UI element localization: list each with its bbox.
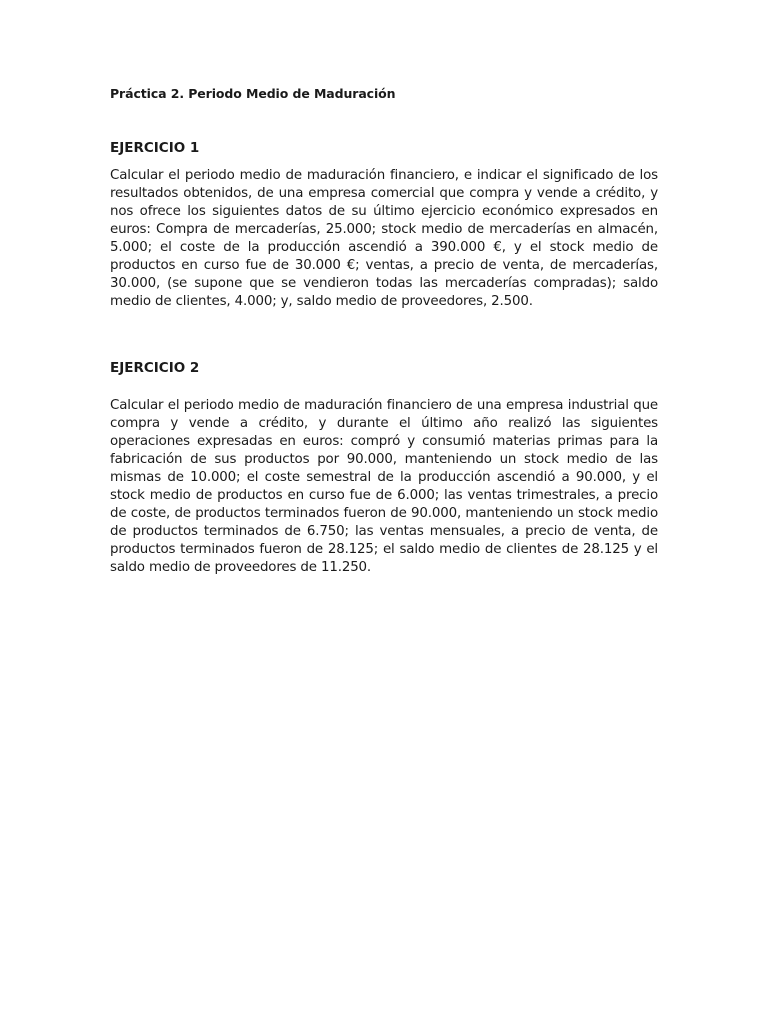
exercise-2-heading: EJERCICIO 2 [110, 360, 200, 376]
document-title: Práctica 2. Periodo Medio de Maduración [110, 86, 396, 101]
exercise-1-heading: EJERCICIO 1 [110, 140, 200, 156]
exercise-1-body: Calcular el periodo medio de maduración financiero, e indicar el significado de los resultados obtenidos, de una empresa comercial que compra y vende a crédito, y nos ofrece los siguientes datos de su último ejercicio económico expresados en euros: Compra de mercaderías, 25.000; stock medio de mercaderías en almacén, 5.000; el coste de la producción ascendió a 390.000 €, y el stock medio de productos en curso fue de 30.000 €; ventas, a precio de venta, de mercaderías, 30.000, (se supone que se vendieron todas las mercaderías compradas); saldo medio de clientes, 4.000; y, saldo medio de proveedores, 2.500. [110, 168, 658, 309]
exercise-2-body: Calcular el periodo medio de maduración financiero de una empresa industrial que compra y vende a crédito, y durante el último año realizó las siguientes operaciones expresadas en euros: compró y consumió materias primas para la fabricación de sus productos por 90.000, manteniendo un stock medio de las mismas de 10.000; el coste semestral de la producción ascendió a 90.000, y el stock medio de productos en curso fue de 6.000; las ventas trimestrales, a precio de coste, de productos terminados fueron de 90.000, manteniendo un stock medio de productos terminados de 6.750; las ventas mensuales, a precio de venta, de productos terminados fueron de 28.125; el saldo medio de clientes de 28.125 y el saldo medio de proveedores de 11.250. [110, 398, 658, 575]
